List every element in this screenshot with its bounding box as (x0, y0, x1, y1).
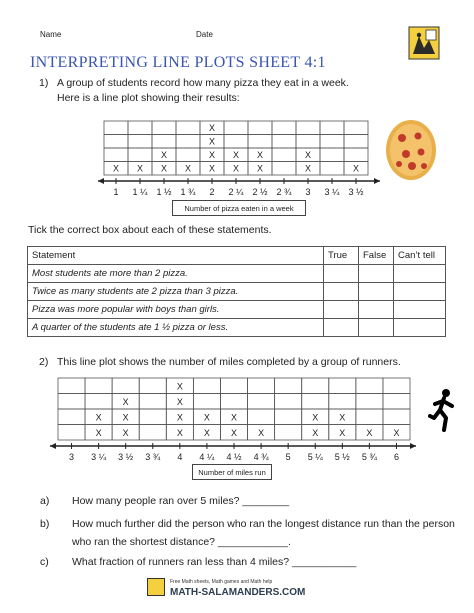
plot-x-marker: X (304, 163, 312, 174)
tick-instruction: Tick the correct box about each of these statements. (28, 224, 272, 236)
name-label: Name (40, 30, 62, 39)
grid-cell (193, 378, 220, 394)
plot-x-marker: X (203, 412, 210, 423)
tick-label: 2 ½ (252, 187, 268, 195)
plot-x-marker: X (304, 150, 312, 161)
plot-x-marker: X (208, 163, 216, 174)
plot-x-marker: X (208, 123, 216, 134)
plot-x-marker: X (339, 428, 346, 439)
subq-c-text: What fraction of runners ran less than 4 miles? ___________ (72, 556, 357, 568)
plot-x-marker: X (160, 150, 168, 161)
plot-x-marker: X (95, 428, 102, 439)
header-statement: Statement (28, 247, 324, 265)
plot-x-marker: X (208, 150, 216, 161)
header-true: True (324, 247, 359, 265)
grid-cell (272, 148, 296, 162)
grid-cell (296, 135, 320, 149)
true-checkbox[interactable] (324, 319, 359, 337)
plot-x-marker: X (256, 163, 264, 174)
table-row (28, 319, 446, 337)
plot-x-marker: X (176, 412, 183, 423)
statement-text: Twice as many students ate 2 pizza than 3 pizza. (28, 283, 324, 301)
tick-label: 1 ¼ (132, 187, 148, 195)
plot-x-marker: X (122, 428, 129, 439)
table-row (28, 301, 446, 319)
q2-number: 2) (39, 356, 49, 368)
statements-table (27, 246, 446, 337)
grid-cell (220, 378, 247, 394)
tick-label: 1 ¾ (180, 187, 196, 195)
grid-cell (248, 135, 272, 149)
plot-x-marker: X (136, 163, 144, 174)
plot-x-marker: X (312, 412, 319, 423)
tick-label: 3 (305, 187, 311, 195)
cant-tell-checkbox[interactable] (394, 283, 446, 301)
false-checkbox[interactable] (359, 265, 394, 283)
pizza-line-plot (96, 117, 386, 195)
grid-cell (344, 121, 368, 135)
statement-text: Most students ate more than 2 pizza. (28, 265, 324, 283)
plot-x-marker: X (256, 150, 264, 161)
grid-cell (272, 162, 296, 176)
table-header-row (28, 247, 446, 265)
grid-cell (128, 148, 152, 162)
tick-label: 2 (209, 187, 215, 195)
cant-tell-checkbox[interactable] (394, 265, 446, 283)
plot-x-marker: X (122, 412, 129, 423)
grid-cell (58, 425, 85, 441)
grid-cell (296, 121, 320, 135)
grid-cell (58, 394, 85, 410)
grid-cell (85, 394, 112, 410)
tick-label: 4 (177, 452, 183, 460)
tick-label: 5 ½ (334, 452, 350, 460)
false-checkbox[interactable] (359, 301, 394, 319)
grid-cell (329, 394, 356, 410)
footer-brand: MATH-SALAMANDERS.COM (170, 587, 306, 598)
plot-x-marker: X (203, 428, 210, 439)
axis-arrow-right (410, 443, 416, 449)
plot-x-marker: X (122, 397, 129, 408)
grid-cell (275, 378, 302, 394)
pizza-image (384, 118, 438, 182)
subq-c-label: c) (40, 556, 49, 568)
statement-text: Pizza was more popular with boys than girls. (28, 301, 324, 319)
q1-number: 1) (39, 77, 49, 89)
grid-cell (329, 378, 356, 394)
table-row (28, 265, 446, 283)
footer-tagline: Free Math sheets, Math games and Math help (170, 579, 273, 585)
axis-arrow-right (374, 178, 380, 184)
grid-cell (224, 121, 248, 135)
grid-cell (356, 394, 383, 410)
grid-cell (320, 162, 344, 176)
runner-icon (426, 388, 460, 432)
grid-cell (344, 135, 368, 149)
plot-x-marker: X (230, 428, 238, 439)
grid-cell (104, 121, 128, 135)
subq-a-text: How many people ran over 5 miles? ________ (72, 495, 290, 507)
grid-cell (139, 378, 166, 394)
subq-b-text-cont: who ran the shortest distance? ____________. (72, 536, 291, 548)
tick-label: 1 (113, 187, 119, 195)
grid-cell (152, 135, 176, 149)
page-title: INTERPRETING LINE PLOTS SHEET 4:1 (30, 54, 326, 71)
grid-cell (302, 394, 329, 410)
tick-label: 3 ¼ (91, 452, 107, 460)
q1-line2: Here is a line plot showing their results: (57, 92, 240, 104)
grid-cell (85, 378, 112, 394)
statement-text: A quarter of the students ate 1 ½ pizza or less. (28, 319, 324, 337)
tick-label: 5 ¾ (361, 452, 377, 460)
axis-arrow-left (98, 178, 104, 184)
tick-label: 2 ¾ (276, 187, 292, 195)
plot-x-marker: X (339, 412, 346, 423)
tick-label: 4 ¾ (253, 452, 269, 460)
plot-x-marker: X (176, 428, 183, 439)
grid-cell (383, 394, 410, 410)
grid-cell (176, 135, 200, 149)
miles-line-plot (48, 376, 420, 460)
q2-line1: This line plot shows the number of miles completed by a group of runners. (57, 356, 401, 368)
grid-cell (356, 378, 383, 394)
header-cant-tell: Can’t tell (394, 247, 446, 265)
grid-cell (139, 425, 166, 441)
tick-label: 4 ¼ (199, 452, 215, 460)
grid-cell (275, 425, 302, 441)
grid-cell (112, 378, 139, 394)
q1-axis-caption: Number of pizza eaten in a week (172, 200, 306, 216)
grid-cell (248, 394, 275, 410)
plot-x-marker: X (366, 428, 373, 439)
false-checkbox[interactable] (359, 319, 394, 337)
q2-axis-caption: Number of miles run (192, 464, 272, 480)
axis-arrow-left (50, 443, 56, 449)
plot-x-marker: X (312, 428, 319, 439)
cant-tell-checkbox[interactable] (394, 301, 446, 319)
grid-cell (220, 394, 247, 410)
plot-x-marker: X (208, 136, 216, 147)
true-checkbox[interactable] (324, 283, 359, 301)
grid-cell (139, 409, 166, 425)
salamander-logo (408, 26, 440, 60)
cant-tell-checkbox[interactable] (394, 319, 446, 337)
footer-logo (147, 578, 165, 596)
grid-cell (104, 148, 128, 162)
grid-cell (275, 394, 302, 410)
grid-cell (272, 121, 296, 135)
table-row (28, 283, 446, 301)
tick-label: 6 (393, 452, 399, 460)
plot-x-marker: X (184, 163, 192, 174)
tick-label: 3 ¾ (145, 452, 161, 460)
tick-label: 5 (285, 452, 291, 460)
grid-cell (356, 409, 383, 425)
plot-x-marker: X (232, 163, 240, 174)
grid-cell (176, 148, 200, 162)
plot-x-marker: X (352, 163, 360, 174)
header-false: False (359, 247, 394, 265)
grid-cell (248, 378, 275, 394)
plot-x-marker: X (230, 412, 238, 423)
tick-label: 3 ½ (118, 452, 134, 460)
grid-cell (58, 378, 85, 394)
q1-line1: A group of students record how many pizza they eat in a week. (57, 77, 349, 89)
plot-x-marker: X (232, 150, 240, 161)
tick-label: 4 ½ (226, 452, 242, 460)
grid-cell (152, 121, 176, 135)
grid-cell (275, 409, 302, 425)
grid-cell (224, 135, 248, 149)
plot-x-marker: X (160, 163, 168, 174)
grid-cell (58, 409, 85, 425)
subq-b-label: b) (40, 518, 50, 530)
subq-a-label: a) (40, 495, 50, 507)
tick-label: 3 ½ (348, 187, 364, 195)
grid-cell (272, 135, 296, 149)
subq-b-text: How much further did the person who ran the longest distance run than the person (72, 518, 455, 530)
grid-cell (128, 135, 152, 149)
grid-cell (383, 409, 410, 425)
tick-label: 3 (69, 452, 75, 460)
grid-cell (248, 121, 272, 135)
plot-x-marker: X (176, 381, 183, 392)
date-label: Date (196, 30, 213, 39)
grid-cell (320, 135, 344, 149)
grid-cell (344, 148, 368, 162)
true-checkbox[interactable] (324, 301, 359, 319)
plot-x-marker: X (258, 428, 265, 439)
grid-cell (104, 135, 128, 149)
false-checkbox[interactable] (359, 283, 394, 301)
grid-cell (193, 394, 220, 410)
grid-cell (248, 409, 275, 425)
grid-cell (139, 394, 166, 410)
grid-cell (383, 378, 410, 394)
plot-x-marker: X (393, 428, 400, 439)
grid-cell (176, 121, 200, 135)
tick-label: 3 ¼ (324, 187, 340, 195)
plot-x-marker: X (112, 163, 120, 174)
grid-cell (128, 121, 152, 135)
grid-cell (320, 121, 344, 135)
true-checkbox[interactable] (324, 265, 359, 283)
tick-label: 5 ¼ (307, 452, 323, 460)
plot-x-marker: X (176, 397, 183, 408)
tick-label: 2 ¼ (228, 187, 244, 195)
plot-x-marker: X (95, 412, 102, 423)
grid-cell (302, 378, 329, 394)
tick-label: 1 ½ (156, 187, 172, 195)
grid-cell (320, 148, 344, 162)
